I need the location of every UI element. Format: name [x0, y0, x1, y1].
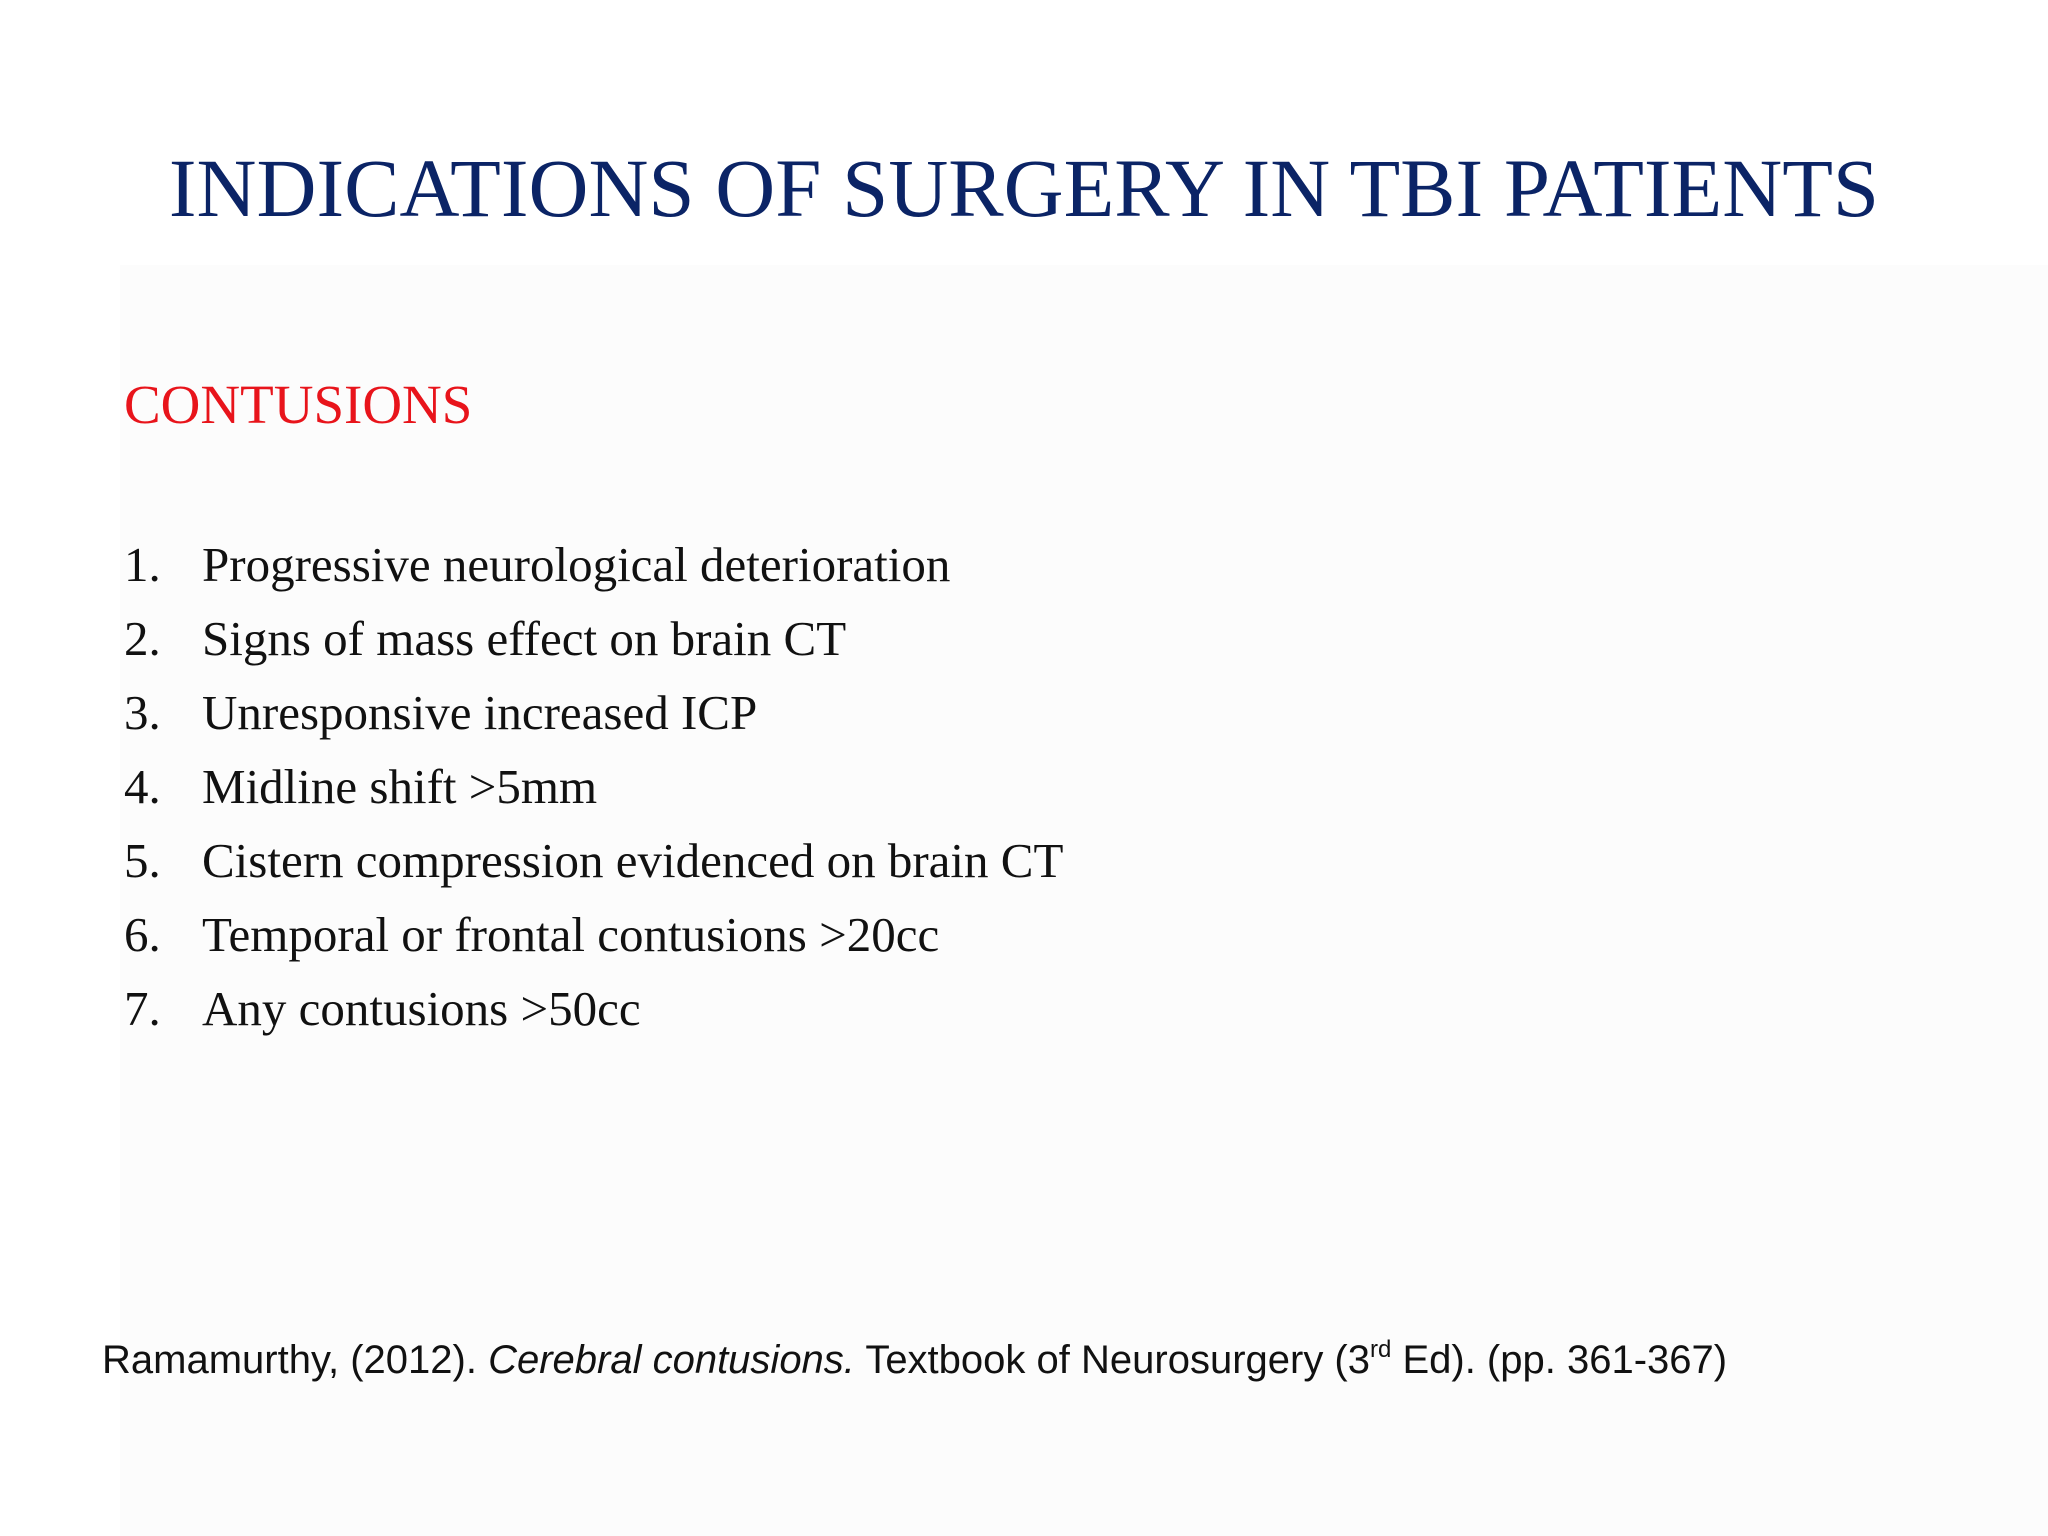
list-item-number: 5. — [124, 832, 161, 888]
list-item-number: 1. — [124, 536, 161, 592]
slide-title: INDICATIONS OF SURGERY IN TBI PATIENTS — [168, 142, 1880, 234]
list-item-text: Temporal or frontal contusions >20cc — [202, 906, 940, 962]
list-item — [124, 749, 1063, 823]
list-item — [124, 897, 1063, 971]
list-item-text: Any contusions >50cc — [202, 980, 641, 1036]
list-item — [124, 675, 1063, 749]
list-item-text: Cistern compression evidenced on brain CT — [202, 832, 1064, 888]
citation-superscript: rd — [1370, 1336, 1392, 1363]
citation-pages: Ed). (pp. 361-367) — [1391, 1338, 1728, 1382]
citation-author: Ramamurthy, (2012). — [102, 1338, 489, 1382]
list-item — [124, 527, 1063, 601]
section-heading: CONTUSIONS — [124, 374, 473, 435]
list-item-number: 2. — [124, 610, 161, 666]
list-item-text: Midline shift >5mm — [202, 758, 598, 814]
citation — [102, 1330, 1727, 1390]
citation-chapter: Cerebral contusions. — [488, 1338, 855, 1382]
list-item-number: 7. — [124, 980, 161, 1036]
list-item-number: 6. — [124, 906, 161, 962]
list-item-text: Signs of mass effect on brain CT — [202, 610, 847, 666]
list-item — [124, 823, 1063, 897]
list-item-text: Progressive neurological deterioration — [202, 536, 951, 592]
citation-book: Textbook of Neurosurgery (3 — [854, 1338, 1370, 1382]
indications-list — [124, 527, 1063, 1045]
list-item — [124, 601, 1063, 675]
list-item-number: 4. — [124, 758, 161, 814]
list-item — [124, 971, 1063, 1045]
list-item-number: 3. — [124, 684, 161, 740]
list-item-text: Unresponsive increased ICP — [202, 684, 758, 740]
